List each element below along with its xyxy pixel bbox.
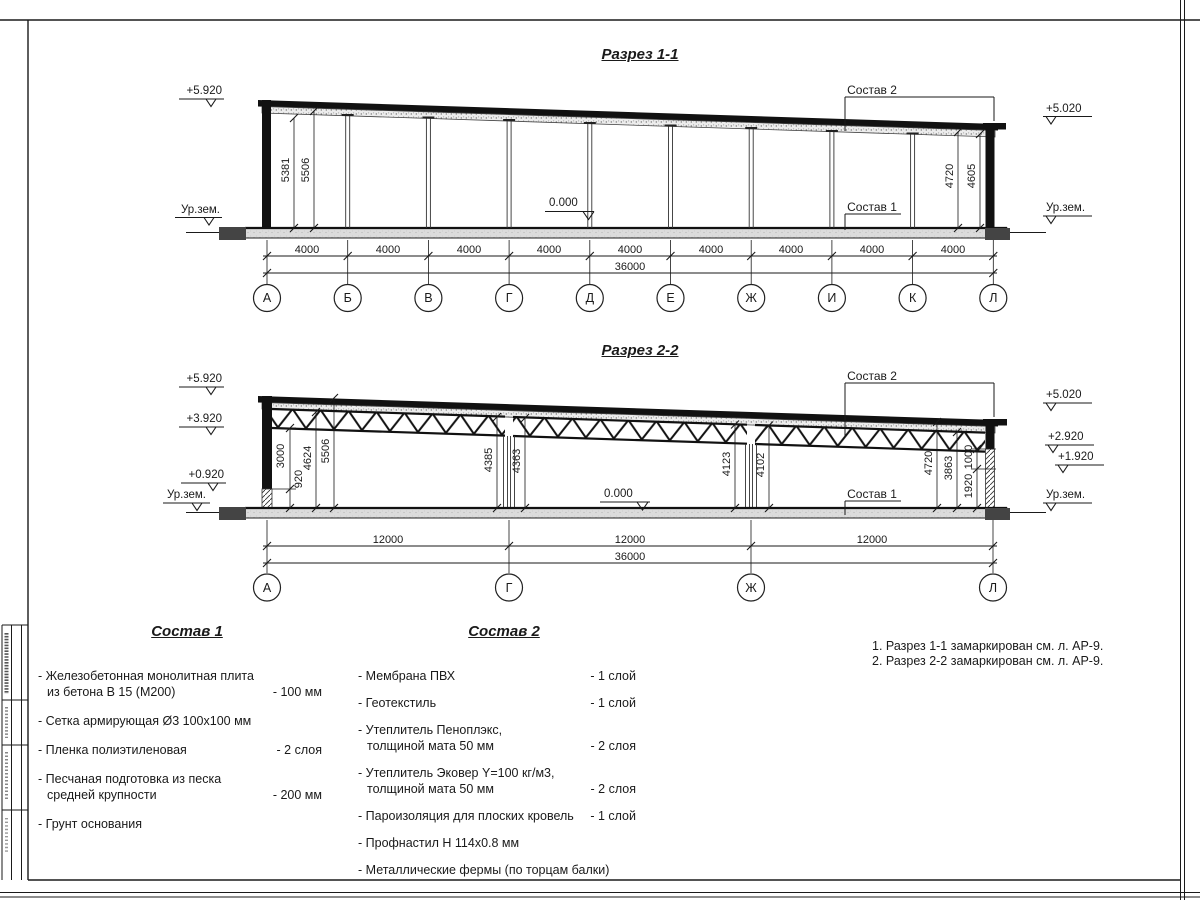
s2-total-dim: 36000: [614, 551, 646, 563]
s2-elev-left-1: +5.920: [186, 373, 222, 385]
grid-bubble-label: А: [262, 580, 272, 595]
s2-dim-4363: 4363: [511, 448, 523, 474]
s2-elev-left-2: +3.920: [186, 413, 222, 425]
s1-total-dim: 36000: [614, 261, 646, 273]
left-column-2: [262, 396, 272, 489]
s2-elev-right-3: +1.920: [1058, 451, 1094, 463]
s2-leader-sostav2: Состав 2: [847, 369, 897, 383]
section-1-1-drawing: [186, 100, 1046, 240]
legend2-item: - Металлические фермы (по торцам балки): [358, 863, 610, 878]
s2-dim-4123: 4123: [721, 451, 733, 477]
legend1-item: - Сетка армирующая Ø3 100х100 мм: [38, 714, 252, 729]
legend2-item: - Мембрана ПВХ - 1 слой: [358, 669, 636, 684]
s2-dim-3000: 3000: [275, 443, 287, 469]
grid-bubble-label: И: [827, 291, 837, 305]
s1-dim-5506: 5506: [300, 157, 312, 183]
legend1-item: - Песчаная подготовка из песка средней крупности - 200 мм: [38, 772, 322, 803]
s1-ground-right: Ур.зем.: [1046, 202, 1086, 214]
s2-dim-4385: 4385: [483, 447, 495, 473]
grid-bubble-label: Ж: [745, 291, 757, 305]
s1-bay-dim: 4000: [456, 244, 482, 256]
s2-dim-4720: 4720: [923, 450, 935, 476]
right-column-1: [986, 124, 995, 228]
grid-bubble-label: Б: [343, 291, 352, 305]
grid-bubble-label: Г: [505, 291, 513, 305]
s1-bay-dim: 4000: [294, 244, 320, 256]
s2-leader-sostav1: Состав 1: [847, 487, 897, 501]
grid-bubble-label: Л: [989, 291, 998, 305]
s2-ground-right: Ур.зем.: [1046, 489, 1086, 501]
s1-bay-dim: 4000: [536, 244, 562, 256]
s2-bay-dim: 12000: [614, 534, 646, 546]
s2-elev-left-3: +0.920: [188, 469, 224, 481]
s2-dim-4624: 4624: [302, 445, 314, 471]
grid-bubbles-1: [254, 285, 1007, 312]
left-column-1: [262, 100, 271, 228]
grid-bubble-label: А: [262, 291, 272, 305]
legend1-item: - Пленка полиэтиленовая - 2 слоя: [38, 743, 322, 758]
grid-bubble-label: Д: [585, 291, 595, 305]
s2-elev-right-1: +5.020: [1046, 389, 1082, 401]
sheet-notes: [872, 639, 1103, 669]
s2-bay-dim: 12000: [856, 534, 888, 546]
s1-bay-dim: 4000: [375, 244, 401, 256]
s1-bay-dim: 4000: [617, 244, 643, 256]
s2-dim-3863: 3863: [943, 455, 955, 481]
s1-bay-dim: 4000: [778, 244, 804, 256]
note-line: 2. Разрез 2-2 замаркирован см. л. АР-9.: [872, 653, 1104, 668]
s1-dim-5381: 5381: [280, 157, 292, 183]
s2-elev-right-2: +2.920: [1048, 431, 1084, 443]
s2-dim-1000: 1000: [963, 444, 975, 470]
grid-bubble-label: Ж: [745, 580, 757, 595]
legend2-item: - Утеплитель Эковер Y=100 кг/м3, толщиной мата 50 мм - 2 слоя: [358, 766, 636, 797]
s2-dim-920: 920: [293, 469, 305, 489]
title-block-side-strip: [2, 625, 28, 880]
s1-leader-sostav2: Состав 2: [847, 83, 897, 97]
legend1-title: Состав 1: [151, 623, 223, 640]
section-2-2-drawing: [186, 396, 1046, 520]
s1-bay-dim: 4000: [940, 244, 966, 256]
section-2-title: Разрез 2-2: [601, 342, 679, 359]
s1-ground-left: Ур.зем.: [180, 204, 220, 216]
legend2-item: - Утеплитель Пеноплэкс, толщиной мата 50 мм - 2 слоя: [358, 723, 636, 754]
s1-bay-dim: 4000: [859, 244, 885, 256]
legend2-item: - Профнастил Н 114х0.8 мм: [358, 836, 520, 851]
floor-slab-1: [245, 228, 1007, 238]
grid-bubble-label: Л: [988, 580, 998, 595]
foundation-right-1: [985, 228, 1010, 240]
s2-dim-5506: 5506: [320, 438, 332, 464]
s1-dim-4605: 4605: [966, 163, 978, 189]
s2-dim-4102: 4102: [755, 452, 767, 478]
legend1-item: - Железобетонная монолитная плита из бетона В 15 (М200) - 100 мм: [38, 669, 322, 700]
s1-dim-4720: 4720: [944, 163, 956, 189]
legend2-item: - Геотекстиль - 1 слой: [358, 696, 636, 711]
grid-bubble-label: Е: [666, 291, 675, 305]
s1-bay-dim: 4000: [698, 244, 724, 256]
section-1-title: Разрез 1-1: [601, 46, 679, 63]
note-line: 1. Разрез 1-1 замаркирован см. л. АР-9.: [872, 639, 1104, 653]
legend1-item: - Грунт основания: [38, 817, 143, 832]
foundation-left-2: [219, 507, 246, 520]
legend-sostav-1: [38, 622, 336, 845]
s2-bay-dim: 12000: [372, 534, 404, 546]
s2-ground-left: Ур.зем.: [166, 489, 206, 501]
legend2-item: - Пароизоляция для плоских кровель - 1 слой: [358, 809, 636, 824]
grid-bubble-label: Г: [505, 580, 513, 595]
foundation-left-1: [219, 227, 246, 240]
legend2-title: Состав 2: [468, 623, 540, 640]
grid-bubble-label: К: [908, 291, 917, 305]
grid-bubble-label: В: [424, 291, 433, 305]
grid-bubbles-2: [254, 574, 1007, 601]
floor-slab-2: [245, 508, 1007, 518]
s1-elev-right-top: +5.020: [1046, 103, 1082, 115]
legend-sostav-2: [358, 622, 650, 889]
foundation-right-2: [985, 508, 1010, 520]
s1-elev-left-top: +5.920: [186, 85, 222, 97]
s1-leader-sostav1: Состав 1: [847, 200, 897, 214]
s2-dim-1920: 1920: [963, 473, 975, 499]
s2-zero-mark: 0.000: [604, 488, 633, 500]
s1-zero-mark: 0.000: [549, 197, 578, 209]
